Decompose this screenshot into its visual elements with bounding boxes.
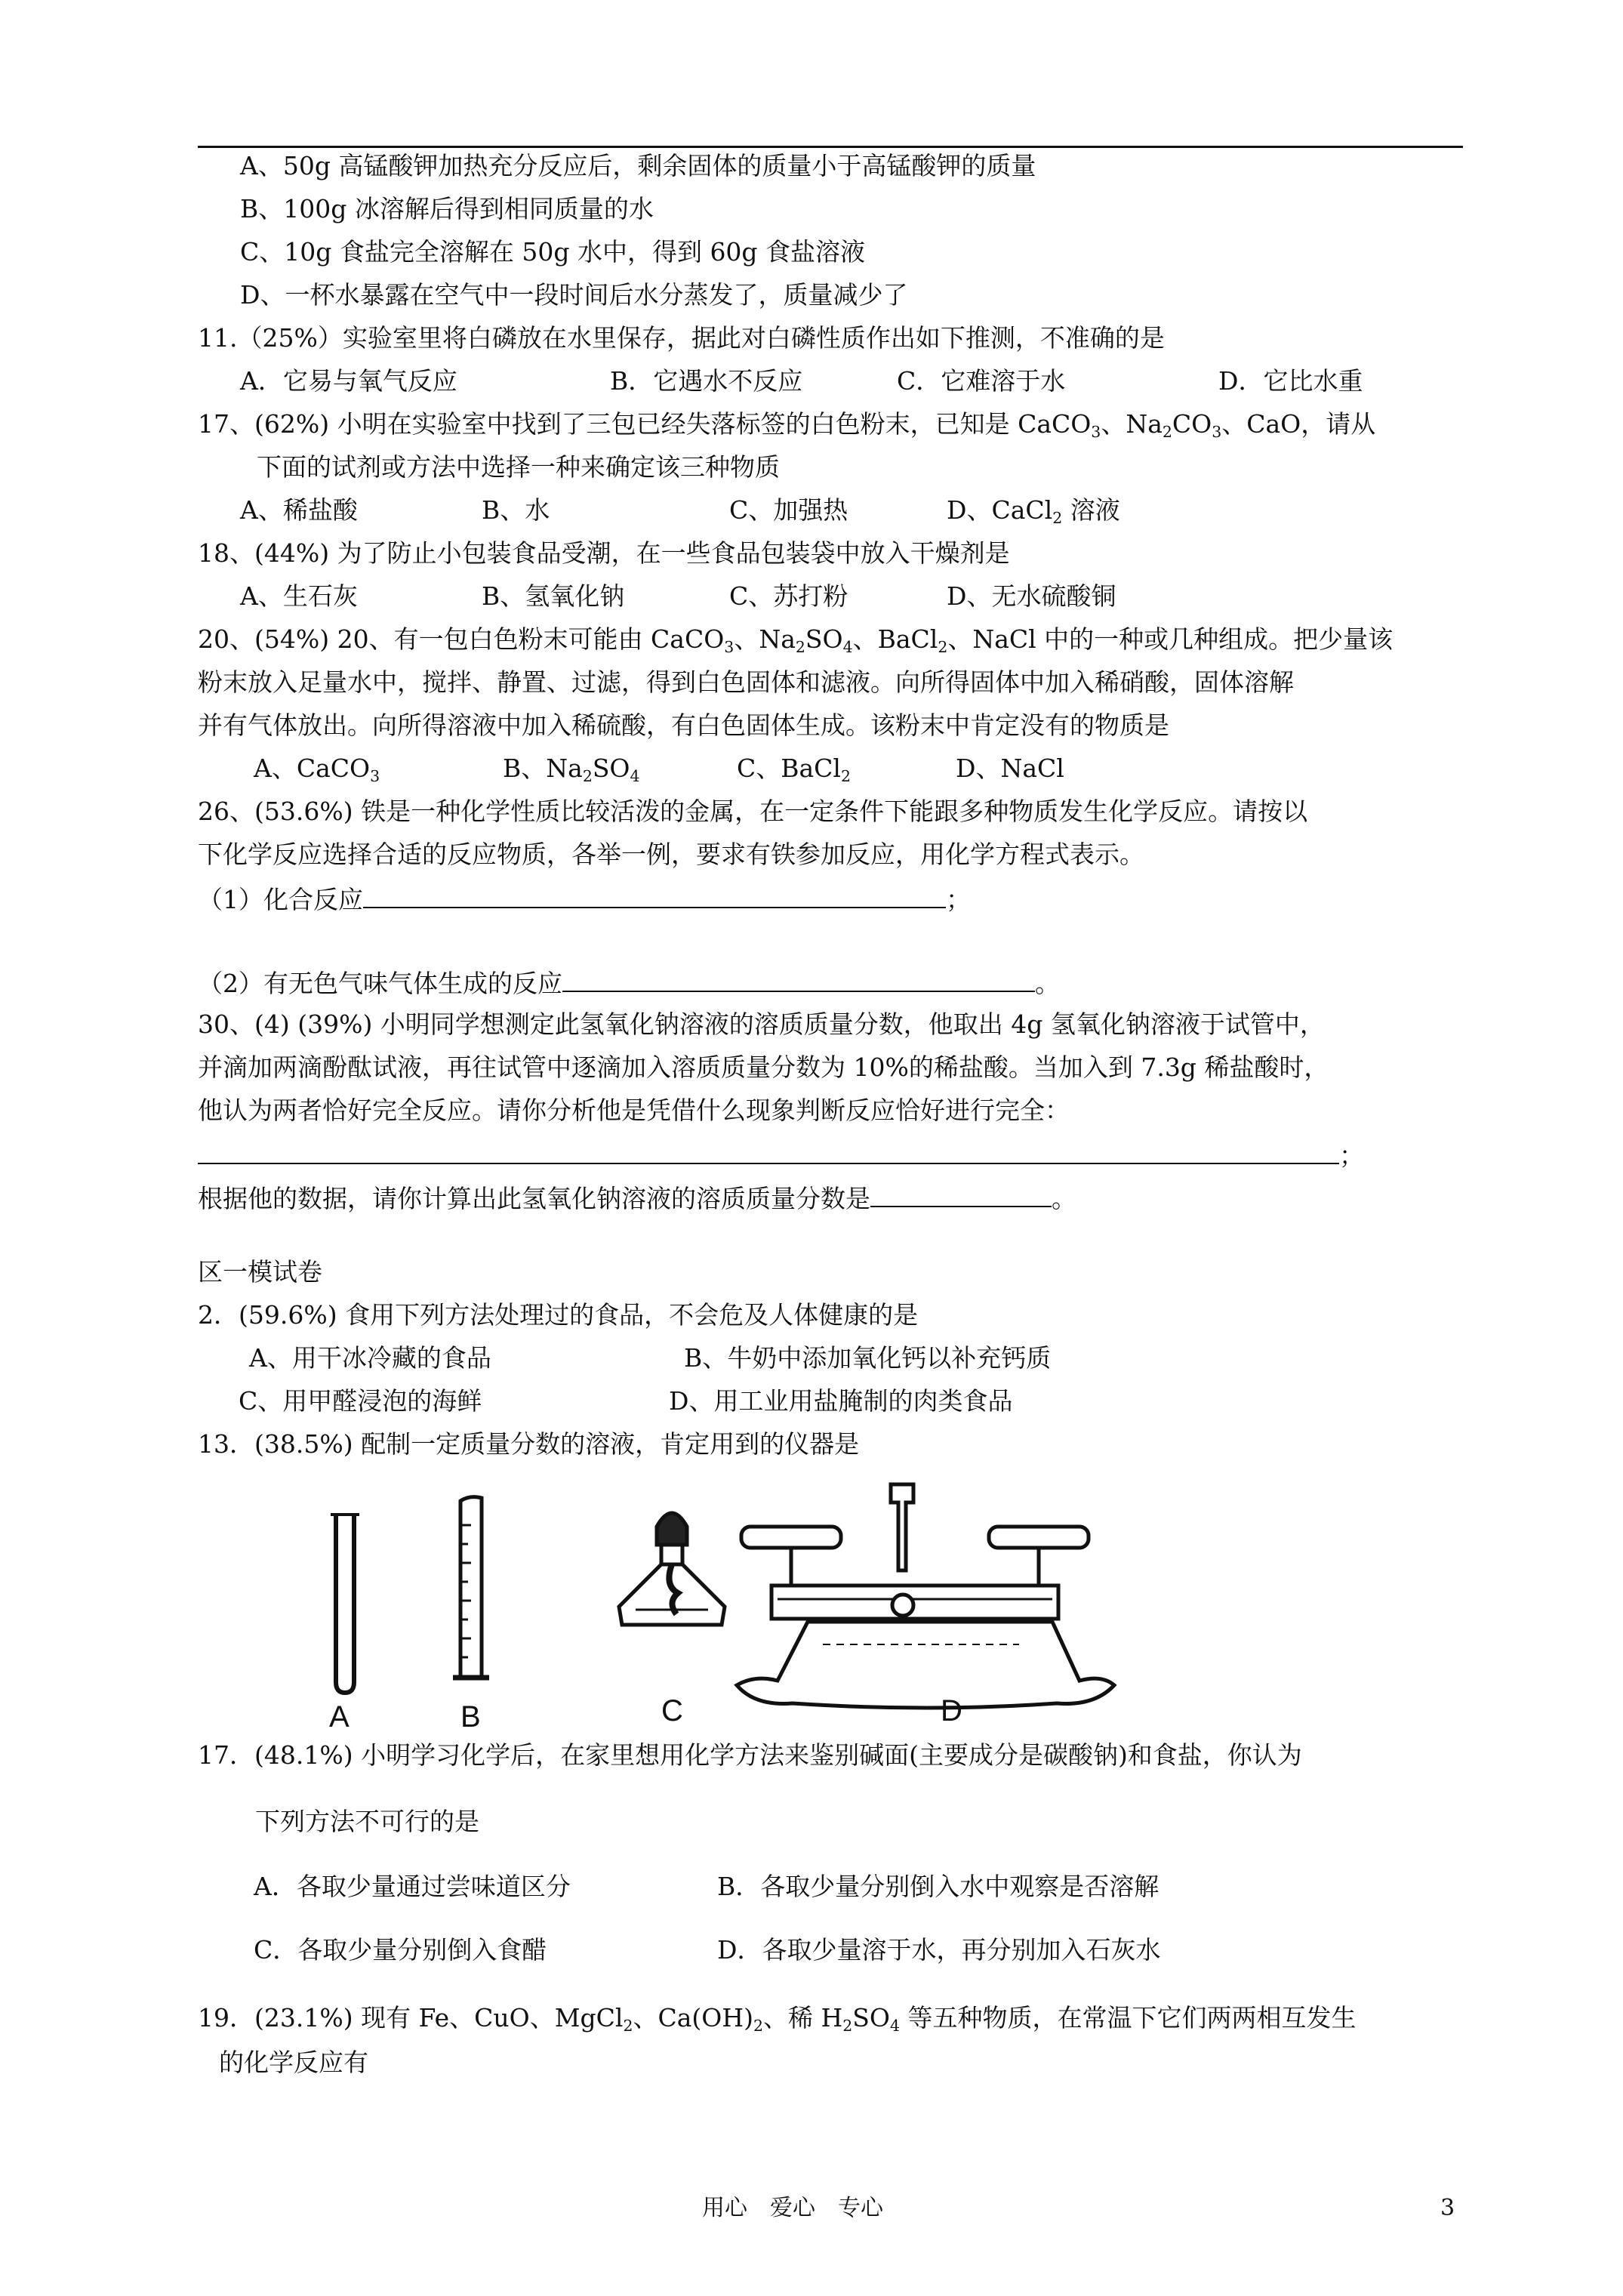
answer-blank: [562, 966, 1035, 992]
question-13-stem: 13．(38.5%) 配制一定质量分数的溶液，肯定用到的仪器是: [198, 1429, 860, 1459]
q11-option-c: C．它难溶于水: [897, 366, 1066, 396]
section-heading: 区一模试卷: [198, 1257, 322, 1287]
question-30-stem-line2: 并滴加两滴酚酞试液，再往试管中逐滴加入溶质质量分数为 10%的稀盐酸。当加入到 7.3g 稀盐酸时，: [198, 1052, 1329, 1082]
q2-option-b: B、牛奶中添加氧化钙以补充钙质: [684, 1343, 1052, 1373]
answer-blank: [198, 1139, 1339, 1164]
q18-option-a: A、生石灰: [240, 581, 358, 611]
page-number: 3: [1440, 2195, 1455, 2221]
question-17b-stem-line1: 17．(48.1%) 小明学习化学后，在家里想用化学方法来鉴别碱面(主要成分是碳酸钠)和食盐，你认为: [198, 1740, 1302, 1770]
q20-option-a: A、CaCO$_3$: [254, 754, 380, 786]
apparatus-figure: [310, 1480, 1125, 1737]
question-20-stem-line3: 并有气体放出。向所得溶液中加入稀硫酸，有白色固体生成。该粉末中肯定没有的物质是: [198, 710, 1169, 740]
q18-option-b: B、氢氧化钠: [482, 581, 625, 611]
q11-option-a: A．它易与氧气反应: [240, 366, 457, 396]
q17b-option-d: D．各取少量溶于水，再分别加入石灰水: [717, 1935, 1161, 1965]
footer-motto: 用心 爱心 专心: [702, 2195, 883, 2221]
figure-label-d: D: [941, 1694, 962, 1727]
q17b-option-a: A．各取少量通过尝味道区分: [254, 1872, 571, 1901]
question-2-stem: 2．(59.6%) 食用下列方法处理过的食品，不会危及人体健康的是: [198, 1300, 919, 1330]
question-30-stem-line4: 根据他的数据，请你计算出此氢氧化钠溶液的溶质质量分数是 。: [198, 1182, 1076, 1214]
question-26-stem-line2: 下化学反应选择合适的反应物质，各举一例，要求有铁参加反应，用化学方程式表示。: [198, 840, 1144, 869]
question-20-stem-line2: 粉末放入足量水中，搅拌、静置、过滤，得到白色固体和滤液。向所得固体中加入稀硝酸，固体溶解: [198, 667, 1294, 697]
answer-blank: [870, 1182, 1052, 1207]
question-18-stem: 18、(44%) 为了防止小包装食品受潮，在一些食品包装袋中放入干燥剂是: [198, 538, 1010, 568]
q20-option-b: B、$Na_2SO_4$: [503, 754, 640, 786]
option-a: A、50g 高锰酸钾加热充分反应后，剩余固体的质量小于高锰酸钾的质量: [240, 151, 1036, 180]
apparatus-drawing: [310, 1480, 1125, 1737]
option-d: D、一杯水暴露在空气中一段时间后水分蒸发了，质量减少了: [240, 280, 908, 310]
question-17b-stem-line2: 下列方法不可行的是: [255, 1807, 479, 1836]
option-c: C、10g 食盐完全溶解在 50g 水中，得到 60g 食盐溶液: [240, 237, 866, 267]
question-20-stem-line1: 20、(54%) 20、有一包白色粉末可能由 CaCO$_3$、$Na_2SO_4$、BaCl$_2$、NaCl 中的一种或几种组成。把少量该: [198, 624, 1394, 657]
q17a-option-b: B、水: [482, 495, 550, 525]
q11-option-b: B．它遇水不反应: [610, 366, 803, 396]
figure-label-c: C: [661, 1694, 683, 1727]
q20-option-c: C、BaCl$_2$: [737, 754, 851, 786]
q11-option-d: D．它比水重: [1218, 366, 1363, 396]
graduated-cylinder-icon: [453, 1497, 489, 1678]
option-b: B、100g 冰溶解后得到相同质量的水: [240, 194, 654, 223]
question-30-blank-line: ；: [198, 1139, 1364, 1171]
q2-option-a: A、用干冰冷藏的食品: [249, 1343, 491, 1373]
figure-label-b: B: [460, 1700, 481, 1734]
question-19-stem-line2: 的化学反应有: [219, 2048, 368, 2077]
figure-label-a: A: [329, 1700, 350, 1734]
answer-blank: [363, 883, 946, 908]
test-tube-icon: [331, 1515, 359, 1693]
q17b-option-b: B．各取少量分别倒入水中观察是否溶解: [717, 1872, 1160, 1901]
header-rule: [198, 146, 1463, 148]
alcohol-lamp-icon: [619, 1513, 725, 1625]
q18-option-c: C、苏打粉: [729, 581, 848, 611]
question-19-stem-line1: 19．(23.1%) 现有 Fe、CuO、MgCl$_2$、$Ca(OH)_2$、稀 $H_2SO_4$ 等五种物质，在常温下它们两两相互发生: [198, 2003, 1357, 2036]
question-26-stem-line1: 26、(53.6%) 铁是一种化学性质比较活泼的金属，在一定条件下能跟多种物质发生化学反应。请按以: [198, 797, 1308, 826]
q17a-option-c: C、加强热: [729, 495, 848, 525]
question-26-part1: （1）化合反应 ；: [198, 883, 971, 915]
question-30-stem-line3: 他认为两者恰好完全反应。请你分析他是凭借什么现象判断反应恰好进行完全：: [198, 1096, 1070, 1125]
question-17a-stem-line1: 17、(62%) 小明在实验室中找到了三包已经失落标签的白色粉末，已知是 CaCO$_3$、$Na_2CO_3$、CaO，请从: [198, 409, 1376, 442]
q2-option-d: D、用工业用盐腌制的肉类食品: [669, 1386, 1013, 1416]
question-17a-stem-line2: 下面的试剂或方法中选择一种来确定该三种物质: [257, 452, 780, 482]
balance-scale-icon: [737, 1484, 1114, 1708]
question-30-stem-line1: 30、(4) (39%) 小明同学想测定此氢氧化钠溶液的溶质质量分数，他取出 4g 氢氧化钠溶液于试管中，: [198, 1009, 1325, 1039]
q17b-option-c: C．各取少量分别倒入食醋: [254, 1935, 547, 1965]
q2-option-c: C、用甲醛浸泡的海鲜: [239, 1386, 482, 1416]
q20-option-d: D、NaCl: [956, 754, 1064, 783]
question-11-stem: 11.（25%）实验室里将白磷放在水里保存，据此对白磷性质作出如下推测，不准确的是: [198, 323, 1165, 353]
q17a-option-a: A、稀盐酸: [240, 495, 358, 525]
q18-option-d: D、无水硫酸铜: [947, 581, 1116, 611]
q17a-option-d: D、CaCl$_2$ 溶液: [947, 495, 1120, 528]
question-26-part2: （2）有无色气味气体生成的反应 。: [198, 966, 1060, 999]
